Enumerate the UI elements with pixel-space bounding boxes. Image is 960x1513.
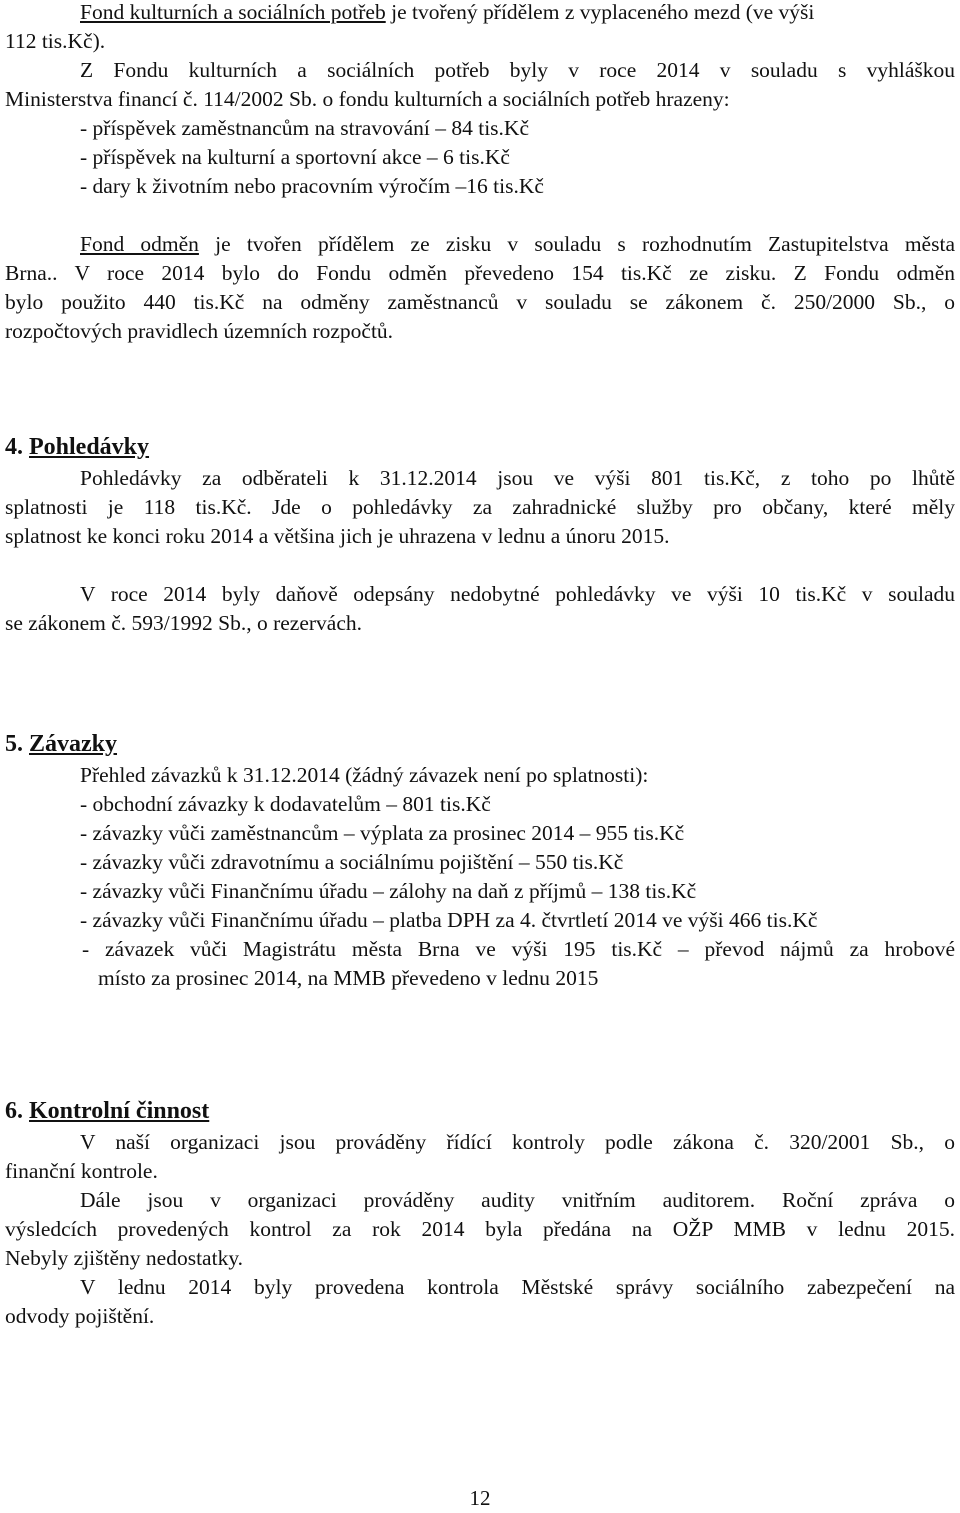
list-item: - příspěvek na kulturní a sportovní akce – 6 tis.Kč [80, 145, 510, 169]
list-item: - dary k životním nebo pracovním výročím –16 tis.Kč [80, 174, 544, 198]
section-6-paragraph-1: V naší organizaci jsou prováděny řídící kontroly podle zákona č. 320/2001 Sb., o finanční kontrole. [5, 1130, 955, 1183]
fksp-usage-paragraph: Z Fondu kulturních a sociálních potřeb byly v roce 2014 v souladu s vyhláškou Ministerstva financí č. 114/2002 Sb. o fondu kulturních a sociálních potřeb hrazeny: - příspěvek zaměstnancům na stravování – 84 tis.Kč - příspěvek na kulturní a sportovní akce – 6 tis.Kč - dary k životním nebo pracovním výročím –16 tis.Kč [5, 56, 955, 201]
list-item: - příspěvek zaměstnancům na stravování – 84 tis.Kč [80, 116, 529, 140]
section-5-list: Přehled závazků k 31.12.2014 (žádný závazek není po splatnosti): - obchodní závazky k dodavatelům – 801 tis.Kč - závazky vůči zaměstnancům – výplata za prosinec 2014 – 955 tis.Kč - závazky vůči zdravotnímu a sociálnímu pojištění – 550 tis.Kč - závazky vůči Finančnímu úřadu – zálohy na daň z příjmů – 138 tis.Kč - závazky vůči Finančnímu úřadu – platba DPH za 4. čtvrtletí 2014 ve výši 466 tis.Kč - závazek vůči Magistrátu města Brna ve výši 195 tis.Kč – převod nájmů za hrobové místo za prosinec 2014, na MMB převedeno v lednu 2015 [5, 761, 955, 993]
section-6-title: Kontrolní činnost [29, 1098, 210, 1124]
section-5-title: Závazky [29, 731, 118, 757]
section-5-intro: Přehled závazků k 31.12.2014 (žádný závazek není po splatnosti): [80, 763, 649, 787]
fksp-name: Fond kulturních a sociálních potřeb [80, 0, 386, 24]
list-item: - závazky vůči zaměstnancům – výplata za prosinec 2014 – 955 tis.Kč [80, 821, 685, 845]
page-number: 12 [469, 1486, 491, 1510]
fond-odmen-name: Fond odměn [80, 232, 199, 256]
list-item: - závazky vůči Finančnímu úřadu – platba DPH za 4. čtvrtletí 2014 ve výši 466 tis.Kč [80, 908, 818, 932]
list-item: - závazky vůči Finančnímu úřadu – zálohy na daň z příjmů – 138 tis.Kč [80, 879, 697, 903]
section-6-heading: 6. Kontrolní činnost [5, 1098, 210, 1124]
section-6-paragraph-3: V lednu 2014 byly provedena kontrola Městské správy sociálního zabezpečení na odvody pojištění. [5, 1275, 955, 1328]
section-4-heading: 4. Pohledávky [5, 434, 150, 460]
list-item: - závazek vůči Magistrátu města Brna ve výši 195 tis.Kč – převod nájmů za hrobové [82, 937, 955, 961]
fksp-paragraph: Fond kulturních a sociálních potřeb je tvořený přídělem z vyplaceného mezd (ve výši 112 tis.Kč). [5, 0, 955, 56]
section-4-title: Pohledávky [29, 434, 150, 460]
section-6-paragraph-2: Dále jsou v organizaci prováděny audity vnitřním auditorem. Roční zpráva o výsledcích provedených kontrol za rok 2014 byla předána na OŽP MMB v lednu 2015. Nebyly zjištěny nedostatky. [5, 1188, 955, 1270]
list-item: - závazky vůči zdravotnímu a sociálnímu pojištění – 550 tis.Kč [80, 850, 624, 874]
fksp-amount: 112 tis.Kč). [5, 29, 106, 53]
section-4-paragraph-2: V roce 2014 byly daňově odepsány nedobytné pohledávky ve výši 10 tis.Kč v souladu se zákonem č. 593/1992 Sb., o rezervách. [5, 582, 955, 635]
section-4-paragraph-1: Pohledávky za odběrateli k 31.12.2014 jsou ve výši 801 tis.Kč, z toho po lhůtě splatnosti je 118 tis.Kč. Jde o pohledávky za zahradnické služby pro občany, které měly splatnost ke konci roku 2014 a většina jich je uhrazena v lednu a únoru 2015. [5, 466, 955, 548]
fond-odmen-paragraph: Fond odměn je tvořen přídělem ze zisku v souladu s rozhodnutím Zastupitelstva města Brna.. V roce 2014 bylo do Fondu odměn převedeno 154 tis.Kč ze zisku. Z Fondu odměn bylo použito 440 tis.Kč na odměny zaměstnanců v souladu se zákonem č. 250/2000 Sb., o rozpočtových pravidlech územních rozpočtů. [5, 232, 955, 343]
section-5-heading: 5. Závazky [5, 731, 118, 757]
list-item: - obchodní závazky k dodavatelům – 801 tis.Kč [80, 792, 491, 816]
